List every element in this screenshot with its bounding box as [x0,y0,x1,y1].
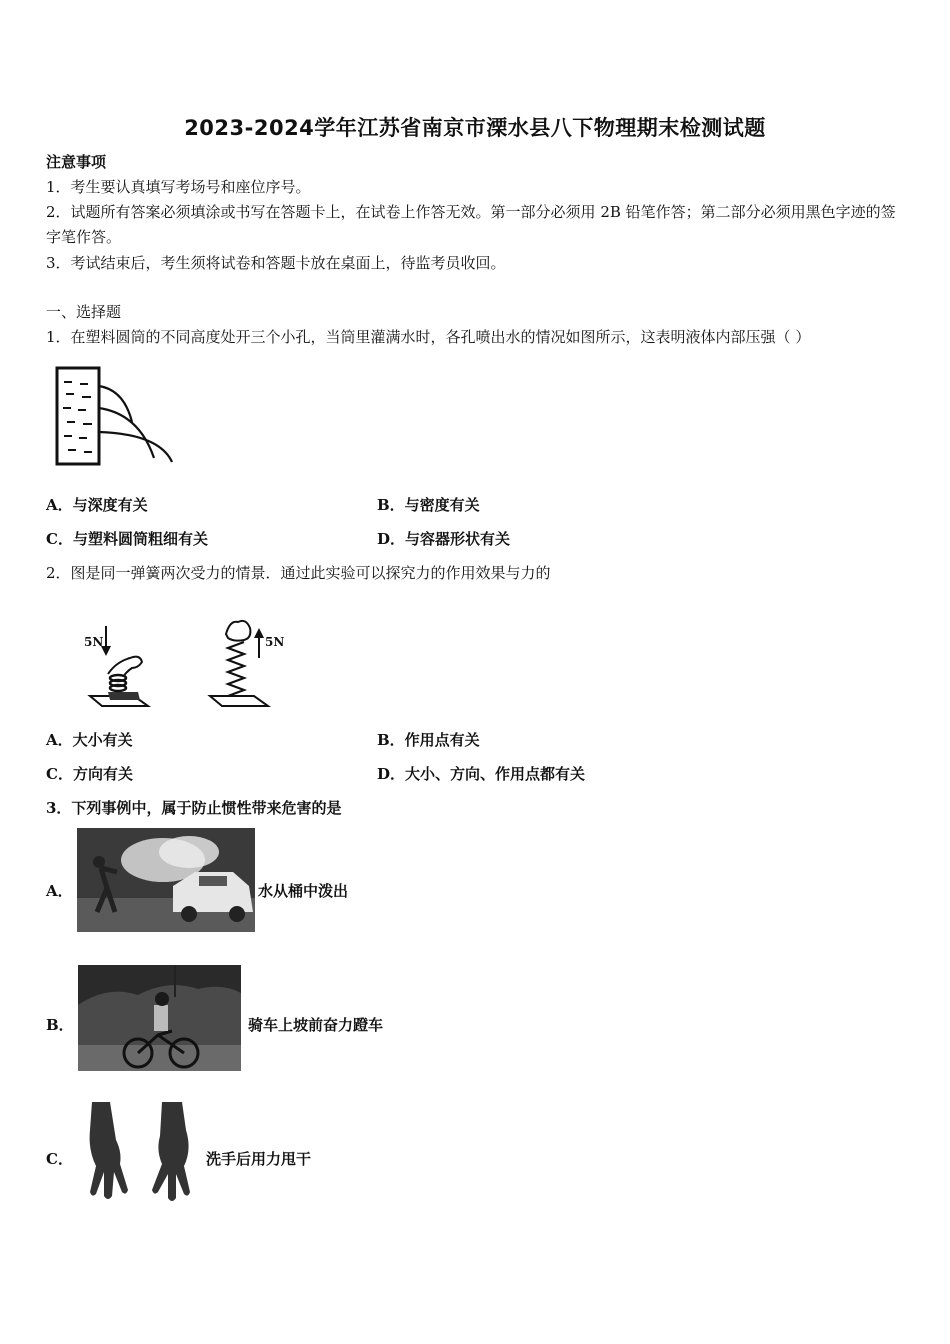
section-heading: 一、选择题 [46,303,122,321]
water-splash-car-photo [77,828,255,932]
q1-option-d: D．与容器形状有关 [377,530,511,548]
q3-option-a-letter: A． [46,882,73,900]
q3-option-c-text: 洗手后用力甩干 [206,1150,312,1168]
notice-heading: 注意事项 [46,153,107,171]
q2-option-a: A．大小有关 [46,731,133,749]
q1-option-a: A．与深度有关 [46,496,148,514]
q2-stem: 2．图是同一弹簧两次受力的情景．通过此实验可以探究力的作用效果与力的 [46,564,551,582]
cyclist-photo [78,965,241,1071]
notice-item-2: 2．试题所有答案必须填涂或书写在答题卡上，在试卷上作答无效。第一部分必须用 2B 铅笔作答；第二部分必须用黑色字迹的签字笔作答。 [46,203,896,246]
spring-hand-force-figure [78,614,298,714]
notice-item-1: 1．考生要认真填写考场号和座位序号。 [46,178,311,196]
hands-shaking-photo [82,1100,202,1210]
q3-option-a-text: 水从桶中泼出 [258,882,349,900]
q3-option-b-letter: B． [46,1016,74,1034]
q3-option-c-letter: C． [46,1150,73,1168]
q3-option-b-text: 骑车上坡前奋力蹬车 [248,1016,384,1034]
q1-option-c: C．与塑料圆筒粗细有关 [46,530,208,548]
q1-stem: 1．在塑料圆筒的不同高度处开三个小孔，当筒里灌满水时，各孔喷出水的情况如图所示，这表明液体内部压强（ ） [46,328,811,346]
q2-option-d: D．大小、方向、作用点都有关 [377,765,586,783]
page-title: 2023-2024学年江苏省南京市溧水县八下物理期末检测试题 [184,116,766,140]
q2-force-label-left: 5N [84,635,104,649]
q2-option-c: C．方向有关 [46,765,133,783]
q2-force-label-right: 5N [265,635,285,649]
water-cylinder-jets-figure [54,362,180,468]
q1-option-b: B．与密度有关 [377,496,480,514]
notice-item-3: 3．考试结束后，考生须将试卷和答题卡放在桌面上，待监考员收回。 [46,254,506,272]
q3-stem: 3．下列事例中，属于防止惯性带来危害的是 [46,799,342,817]
q2-option-b: B．作用点有关 [377,731,480,749]
